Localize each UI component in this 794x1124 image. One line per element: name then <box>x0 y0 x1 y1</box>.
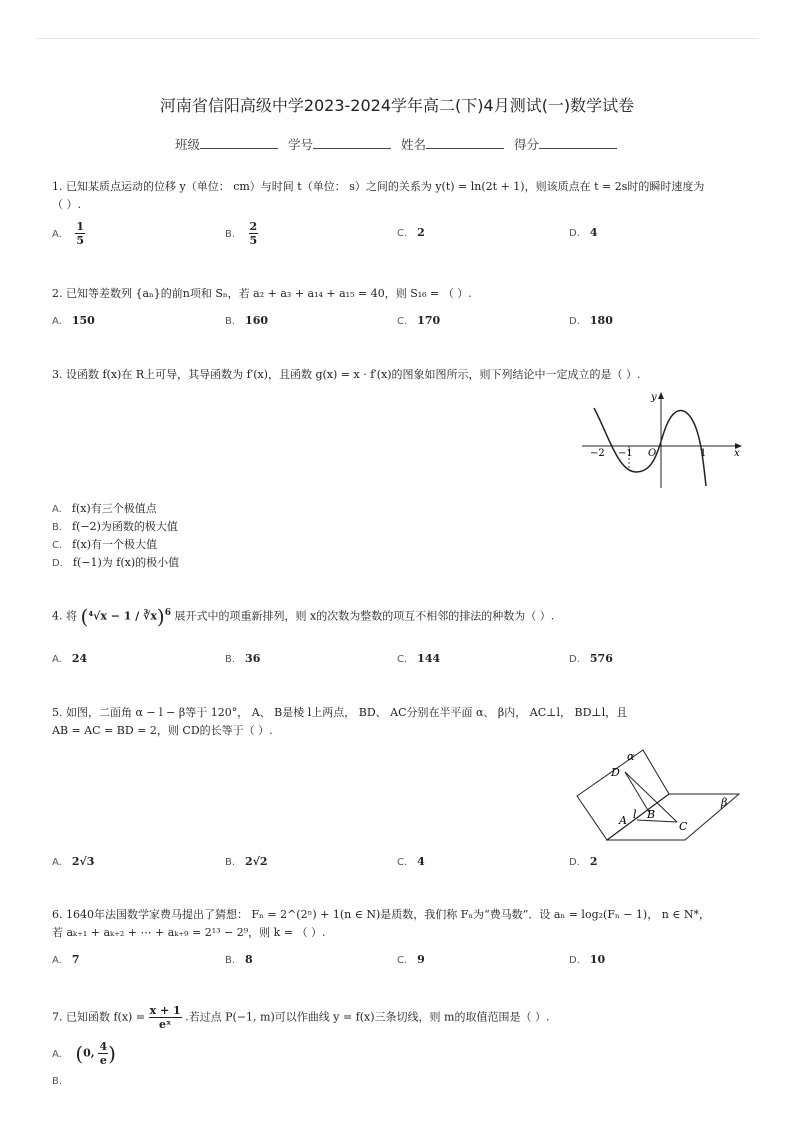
question-1 <box>52 178 752 214</box>
question-4: 4. 将 (⁴√x − 1 / ∛x)$^6$ 展开式中的项重新排列，则 x的次数为整数的项互不相邻的排法的种数为（ ）. <box>52 604 555 629</box>
q1-option-d[interactable]: D. 4 <box>569 226 598 239</box>
class-label: 班级 <box>174 137 200 152</box>
student-info-line <box>0 135 794 153</box>
q2-option-d[interactable]: D. 180 <box>569 314 613 327</box>
name-blank[interactable] <box>426 137 504 149</box>
y-axis-label: y <box>651 392 657 403</box>
q4-option-b[interactable]: B. 36 <box>225 652 261 665</box>
q5-option-b[interactable]: B. 2√2 <box>225 855 268 868</box>
label-c: C <box>679 820 688 833</box>
q3-option-c[interactable]: C. f(x)有一个极大值 <box>52 538 158 551</box>
q5-option-a[interactable]: A. 2√3 <box>52 855 95 868</box>
q4-option-c[interactable]: C. 144 <box>397 652 441 665</box>
name-label: 姓名 <box>400 137 426 152</box>
segment-ac <box>637 820 677 822</box>
top-divider <box>36 38 758 39</box>
label-beta: β <box>721 796 728 809</box>
q3-function-graph <box>578 388 748 490</box>
q6-option-d[interactable]: D. 10 <box>569 953 606 966</box>
q3-option-b[interactable]: B. f(−2)为函数的极大值 <box>52 520 178 533</box>
question-6-text-2: 若 aₖ₊₁ + aₖ₊₂ + ⋯ + aₖ₊₉ = 2¹³ − 2⁹，则 k = （ ）. <box>52 926 326 939</box>
q3-option-a[interactable]: A. f(x)有三个极值点 <box>52 502 157 515</box>
label-d: D <box>611 766 620 779</box>
question-7 <box>52 1004 752 1031</box>
label-l: l <box>633 808 637 821</box>
question-5 <box>52 704 752 740</box>
label-alpha: α <box>627 750 635 763</box>
q3-option-d[interactable]: D. f(−1)为 f(x)的极小值 <box>52 556 180 569</box>
question-1-text: 1. 已知某质点运动的位移 y（单位： cm）与时间 t（单位： s）之间的关系为 y(t) = ln(2t + 1)，则该质点在 t = 2s时的瞬时速度为 <box>52 180 705 193</box>
q6-option-c[interactable]: C. 9 <box>397 953 425 966</box>
q4-suffix: 展开式中的项重新排列，则 x的次数为整数的项互不相邻的排法的种数为（ ）. <box>174 609 555 623</box>
question-1-text-2: （ ）. <box>52 198 81 211</box>
q4-option-d[interactable]: D. 576 <box>569 652 613 665</box>
tick-neg1: −1 <box>618 448 633 459</box>
tick-1: 1 <box>700 448 707 459</box>
x-axis-label: x <box>734 448 740 459</box>
q2-option-c[interactable]: C. 170 <box>397 314 441 327</box>
tick-neg2: −2 <box>590 448 605 459</box>
q7-a-fraction: $\frac{4}{e}$ <box>99 1040 108 1067</box>
q6-option-b[interactable]: B. 8 <box>225 953 253 966</box>
q7-fraction: $\frac{x + 1}{\text{eˣ}}$ <box>149 1004 181 1031</box>
edge-l <box>607 794 669 840</box>
q4-option-a[interactable]: A. 24 <box>52 652 88 665</box>
question-6 <box>52 906 762 942</box>
page-title: 河南省信阳高级中学2023-2024学年高二(下)4月测试(一)数学试卷 <box>159 96 635 115</box>
question-2: 2. 已知等差数列 {aₙ}的前n项和 Sₙ，若 a₂ + a₃ + a₁₄ + a₁₅ = 40，则 S₁₆ = （ ）. <box>52 287 472 300</box>
q7-option-a[interactable]: A. (0, $\frac{4}{e}$ ) <box>52 1040 116 1067</box>
g-curve <box>594 408 706 486</box>
q1-b-fraction: $\frac{2}{5}$ <box>249 220 258 247</box>
label-a: A <box>619 814 627 827</box>
q4-prefix: 4. 将 <box>52 609 77 623</box>
class-blank[interactable] <box>200 137 278 149</box>
number-label: 学号 <box>287 137 313 152</box>
score-label: 得分 <box>513 137 539 152</box>
q1-option-c[interactable]: C. 2 <box>397 226 425 239</box>
q4-exponent: 6 <box>164 608 171 618</box>
q1-a-fraction: $\frac{1}{5}$ <box>76 220 84 247</box>
q7-option-b[interactable]: B. <box>52 1076 63 1087</box>
q5-option-d[interactable]: D. 2 <box>569 855 598 868</box>
origin-label: O <box>648 448 657 459</box>
q4-expression: ( <box>80 604 89 629</box>
label-b: B <box>647 808 656 821</box>
q7-text-a: 7. 已知函数 f(x) = <box>52 1010 146 1024</box>
question-5-text: 5. 如图，二面角 α − l − β等于 120°， A、 B是棱 l上两点， BD、 AC分别在半平面 α、 β内， AC⊥l， BD⊥l，且 <box>52 706 628 719</box>
q7-text-b: .若过点 P(−1, m)可以作曲线 y = f(x)三条切线，则 m的取值范围是（ ）. <box>185 1010 550 1024</box>
q5-option-c[interactable]: C. 4 <box>397 855 425 868</box>
q5-dihedral-figure <box>573 744 745 844</box>
question-6-text: 6. 1640年法国数学家费马提出了猜想： Fₙ = 2^(2ⁿ) + 1(n ∈ N)是质数，我们称 Fₙ为“费马数”．设 aₙ = log₂(Fₙ − 1)， n ∈ N*， <box>52 908 711 921</box>
question-3: 3. 设函数 f(x)在 R上可导，其导函数为 f′(x)，且函数 g(x) = x · f′(x)的图象如图所示，则下列结论中一定成立的是（ ）. <box>52 368 641 381</box>
q1-option-a[interactable]: A. $\frac{1}{5}$ <box>52 220 84 247</box>
q2-option-b[interactable]: B. 160 <box>225 314 269 327</box>
score-blank[interactable] <box>539 137 617 149</box>
number-blank[interactable] <box>313 137 391 149</box>
q1-option-b[interactable]: B. $\frac{2}{5}$ <box>225 220 258 247</box>
question-5-text-2: AB = AC = BD = 2，则 CD的长等于（ ）. <box>52 724 273 737</box>
q4-expression-inner: ⁴√x − 1 / ∛x <box>88 609 157 623</box>
y-axis-arrow <box>658 392 664 399</box>
q2-option-a[interactable]: A. 150 <box>52 314 95 327</box>
q6-option-a[interactable]: A. 7 <box>52 953 80 966</box>
